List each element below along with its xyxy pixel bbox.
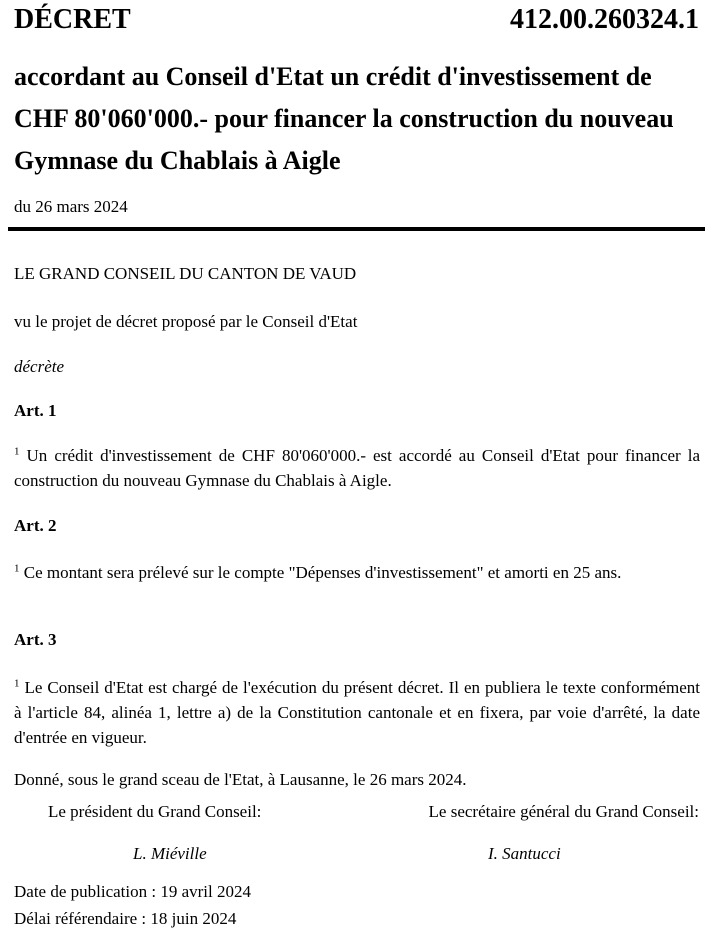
document-header — [14, 4, 699, 44]
considering-clause: vu le projet de décret proposé par le Conseil d'Etat — [14, 312, 358, 331]
document-number: 412.00.260324.1 — [510, 4, 699, 35]
article-2-text — [14, 560, 700, 585]
paragraph-number: 1 — [14, 445, 20, 458]
document-type: DÉCRET — [14, 4, 131, 35]
article-2-body: Ce montant sera prélevé sur le compte "Dépenses d'investissement" et amorti en 25 ans. — [23, 563, 622, 582]
decrees-word: décrète — [14, 357, 65, 376]
article-3-text — [14, 675, 700, 750]
secretary-name: I. Santucci — [488, 844, 561, 863]
referendum-deadline: Délai référendaire : 18 juin 2024 — [14, 909, 237, 928]
president-name: L. Miéville — [133, 844, 207, 863]
header-divider — [8, 227, 705, 231]
article-1-heading: Art. 1 — [14, 401, 57, 420]
article-3-heading: Art. 3 — [14, 630, 57, 649]
paragraph-number: 1 — [14, 677, 20, 690]
article-3-body: Le Conseil d'Etat est chargé de l'exécution du présent décret. Il en publiera le texte conformément à l'article 84, alinéa 1, lettre a) de la Constitution cantonale et en fixera, par voie d'arrêté, la date d'entrée en vigueur. — [14, 678, 700, 747]
decree-date: du 26 mars 2024 — [14, 197, 128, 216]
authority: LE GRAND CONSEIL DU CANTON DE VAUD — [14, 264, 357, 283]
president-title: Le président du Grand Conseil: — [48, 802, 262, 821]
article-1-text — [14, 443, 700, 493]
given-clause: Donné, sous le grand sceau de l'Etat, à Lausanne, le 26 mars 2024. — [14, 770, 467, 789]
publication-date: Date de publication : 19 avril 2024 — [14, 882, 251, 901]
decree-title: accordant au Conseil d'Etat un crédit d'investissement de CHF 80'060'000.- pour financer la construction du nouveau Gymnase du Chablais à Aigle — [14, 62, 674, 175]
article-2-heading: Art. 2 — [14, 516, 57, 535]
paragraph-number: 1 — [14, 562, 20, 575]
secretary-title: Le secrétaire général du Grand Conseil: — [428, 802, 699, 821]
article-1-body: Un crédit d'investissement de CHF 80'060'000.- est accordé au Conseil d'Etat pour financer la construction du nouveau Gymnase du Chablais à Aigle. — [14, 446, 700, 490]
